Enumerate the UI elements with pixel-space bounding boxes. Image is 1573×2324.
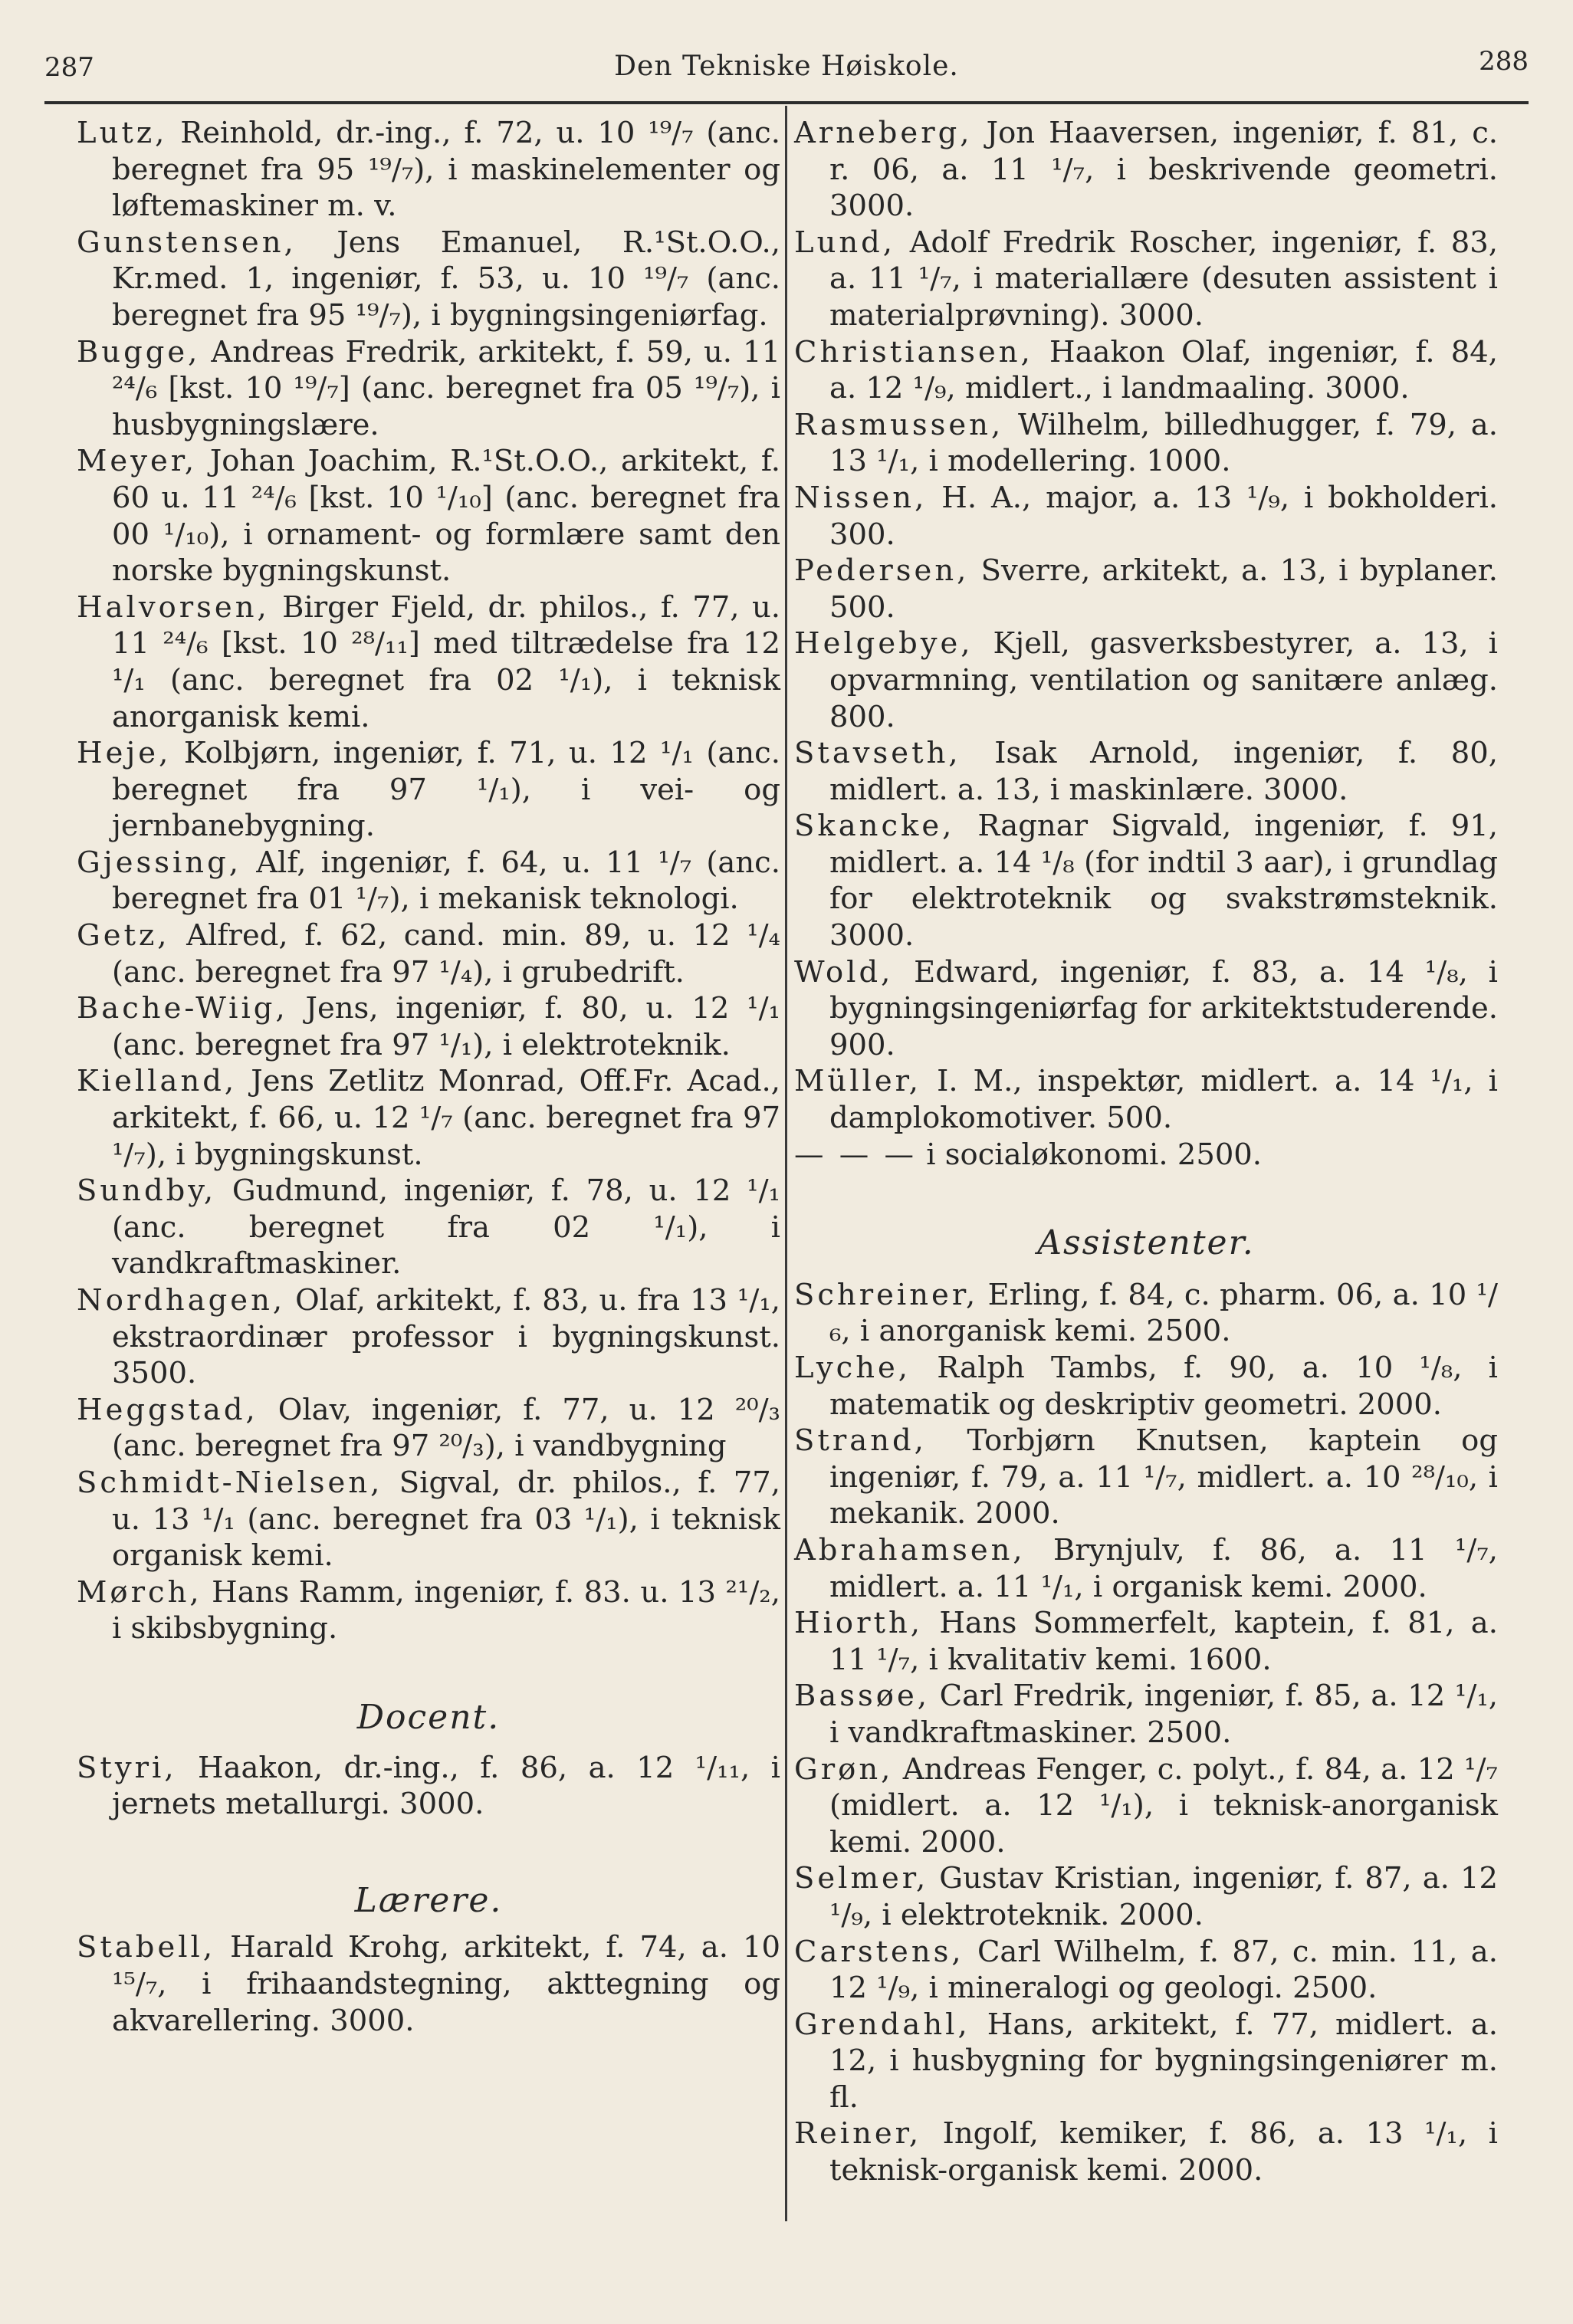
- staff-name: Müller,: [794, 1064, 922, 1099]
- staff-name: Gunstensen,: [77, 225, 297, 260]
- staff-name: Halvorsen,: [77, 589, 270, 625]
- staff-entry: [794, 625, 1498, 735]
- staff-details: Gudmund, ingeniør, f. 78, u. 12 ¹/₁ (anc. beregnet fra 02 ¹/₁), i vandkraftmaskiner.: [112, 1173, 780, 1282]
- staff-name: Nissen,: [794, 480, 928, 515]
- staff-entry: [77, 735, 780, 845]
- staff-details: Erling, f. 84, c. pharm. 06, a. 10 ¹/₆, i anorganisk kemi. 2500.: [829, 1277, 1498, 1349]
- staff-name: Sundby,: [77, 1173, 217, 1209]
- staff-details: Jon Haaversen, ingeniør, f. 81, c. r. 06, a. 11 ¹/₇, i beskrivende geometri. 3000.: [829, 116, 1498, 224]
- staff-name: Arneberg,: [794, 116, 973, 150]
- staff-details: Jens, ingeniør, f. 80, u. 12 ¹/₁ (anc. beregnet fra 97 ¹/₁), i elektroteknik.: [112, 991, 780, 1062]
- staff-entry: [794, 954, 1498, 1064]
- staff-name: — — —: [794, 1137, 917, 1172]
- staff-name: Hiorth,: [794, 1606, 923, 1641]
- staff-entry: [794, 334, 1498, 407]
- staff-entry: [794, 1605, 1498, 1678]
- staff-entry: [794, 2007, 1498, 2116]
- teacher-list: [794, 115, 1498, 1173]
- staff-entry: [794, 1934, 1498, 2007]
- header-rule: [44, 101, 1529, 104]
- staff-details: Reinhold, dr.-ing., f. 72, u. 10 ¹⁹/₇ (anc. beregnet fra 95 ¹⁹/₇), i maskinelementer og løftemaskiner m. v.: [112, 116, 780, 224]
- staff-entry: [794, 1137, 1498, 1173]
- staff-name: Helgebye,: [794, 626, 974, 661]
- staff-entry: [794, 1063, 1498, 1136]
- staff-entry: [77, 1282, 780, 1392]
- staff-name: Wold,: [794, 954, 894, 990]
- staff-entry: [794, 2116, 1498, 2188]
- staff-details: Alfred, f. 62, cand. min. 89, u. 12 ¹/₄ (anc. beregnet fra 97 ¹/₄), i grubedrift.: [112, 918, 780, 990]
- staff-entry: [77, 1173, 780, 1282]
- staff-name: Carstens,: [794, 1934, 964, 1969]
- staff-entry: [77, 115, 780, 225]
- staff-name: Skancke,: [794, 809, 955, 844]
- staff-details: Olav, ingeniør, f. 77, u. 12 ²⁰/₃ (anc. beregnet fra 97 ²⁰/₃), i vandbygning: [112, 1392, 780, 1464]
- right-column: [794, 115, 1498, 2189]
- staff-name: Reiner,: [794, 2116, 922, 2152]
- staff-details: Andreas Fenger, c. polyt., f. 84, a. 12 ¹/₇ (midlert. a. 12 ¹/₁), i teknisk-anorganisk kemi. 2000.: [829, 1751, 1498, 1860]
- staff-name: Lyche,: [794, 1351, 911, 1385]
- staff-details: Jens Zetlitz Monrad, Off.Fr. Acad., arkitekt, f. 66, u. 12 ¹/₇ (anc. beregnet fra 97 ¹/₇), i bygningskunst.: [112, 1064, 780, 1172]
- staff-entry: [794, 407, 1498, 480]
- staff-name: Bugge,: [77, 334, 201, 369]
- staff-name: Schreiner,: [794, 1277, 979, 1312]
- staff-name: Strand,: [794, 1423, 927, 1459]
- staff-details: i socialøkonomi. 2500.: [926, 1137, 1263, 1172]
- staff-entry: [77, 1465, 780, 1574]
- staff-entry: [794, 1678, 1498, 1751]
- staff-entry: [794, 553, 1498, 625]
- staff-name: Meyer,: [77, 444, 198, 479]
- staff-details: Sverre, arkitekt, a. 13, i byplaner. 500.: [829, 553, 1498, 625]
- staff-details: Ragnar Sigvald, ingeniør, f. 91, midlert. a. 14 ¹/₈ (for indtil 3 aar), i grundlag for elektroteknik og svakstrømsteknik. 3000.: [829, 809, 1498, 954]
- staff-entry: [77, 1392, 780, 1465]
- staff-entry: [77, 917, 780, 990]
- staff-entry: [77, 225, 780, 334]
- staff-entry: [77, 1063, 780, 1173]
- staff-entry: [794, 1860, 1498, 1933]
- staff-name: Stavseth,: [794, 736, 961, 771]
- staff-details: Ralph Tambs, f. 90, a. 10 ¹/₈, i matematik og deskriptiv geometri. 2000.: [829, 1351, 1498, 1422]
- staff-entry: [794, 1751, 1498, 1861]
- staff-details: Andreas Fredrik, arkitekt, f. 59, u. 11 ²⁴/₆ [kst. 10 ¹⁹/₇] (anc. beregnet fra 05 ¹⁹/₇), i husbygningslære.: [112, 334, 780, 442]
- staff-details: Olaf, arkitekt, f. 83, u. fra 13 ¹/₁, ekstraordinær professor i bygningskunst. 3500.: [112, 1283, 780, 1391]
- page-header: [44, 44, 1529, 98]
- staff-name: Getz,: [77, 918, 170, 954]
- staff-name: Nordhagen,: [77, 1283, 286, 1318]
- staff-details: Haakon Olaf, ingeniør, f. 84, a. 12 ¹/₉, midlert., i landmaaling. 3000.: [829, 334, 1498, 406]
- staff-details: Edward, ingeniør, f. 83, a. 14 ¹/₈, i bygningsingeniørfag for arkitektstuderende. 900.: [829, 954, 1498, 1062]
- staff-name: Grendahl,: [794, 2007, 970, 2042]
- section-heading-assistenter: Assistenter.: [1037, 1223, 1255, 1263]
- staff-entry: [794, 225, 1498, 334]
- staff-name: Bache-Wiig,: [77, 991, 288, 1026]
- staff-name: Gjessing,: [77, 845, 241, 880]
- staff-details: Haakon, dr.-ing., f. 86, a. 12 ¹/₁₁, i jernets metallurgi. 3000.: [112, 1750, 780, 1822]
- staff-entry: [77, 334, 780, 444]
- section-heading-laerere: Lærere.: [354, 1880, 503, 1920]
- docent-list: [77, 1750, 780, 1823]
- staff-details: Jens Emanuel, R.¹St.O.O., Kr.med. 1, ingeniør, f. 53, u. 10 ¹⁹/₇ (anc. beregnet fra 95 ¹⁹/₇), i bygningsingeniørfag.: [112, 225, 780, 333]
- staff-entry: [794, 1423, 1498, 1532]
- staff-entry: [794, 115, 1498, 225]
- left-column: [77, 115, 780, 2039]
- staff-entry: [794, 480, 1498, 553]
- staff-entry: [794, 735, 1498, 808]
- staff-entry: [77, 443, 780, 589]
- staff-details: Sigval, dr. philos., f. 77, u. 13 ¹/₁ (anc. beregnet fra 03 ¹/₁), i teknisk organisk kemi.: [112, 1465, 780, 1574]
- staff-details: Adolf Fredrik Roscher, ingeniør, f. 83, a. 11 ¹/₇, i materiallære (desuten assistent i materialprøvning). 3000.: [829, 225, 1498, 333]
- staff-details: Hans Ramm, ingeniør, f. 83. u. 13 ²¹/₂, i skibsbygning.: [112, 1574, 780, 1646]
- staff-entry: [77, 1929, 780, 2039]
- staff-entry: [77, 990, 780, 1063]
- staff-entry: [794, 1350, 1498, 1423]
- staff-name: Schmidt-Nielsen,: [77, 1465, 383, 1500]
- staff-entry: [794, 1277, 1498, 1350]
- staff-entry: [794, 808, 1498, 954]
- staff-name: Bassøe,: [794, 1679, 930, 1714]
- staff-entry: [77, 1574, 780, 1647]
- staff-details: Kjell, gasverksbestyrer, a. 13, i opvarmning, ventilation og sanitære anlæg. 800.: [829, 626, 1498, 734]
- staff-entry: [77, 845, 780, 917]
- staff-details: Hans, arkitekt, f. 77, midlert. a. 12, i husbygning for bygningsingeniører m. fl.: [829, 2007, 1499, 2115]
- assistent-list: [794, 1277, 1498, 2189]
- column-divider: [785, 106, 787, 2221]
- staff-name: Stabell,: [77, 1930, 216, 1965]
- staff-name: Kielland,: [77, 1064, 238, 1099]
- staff-details: Isak Arnold, ingeniør, f. 80, midlert. a. 13, i maskinlære. 3000.: [829, 736, 1498, 807]
- laerere-list: [77, 1929, 780, 2039]
- staff-details: H. A., major, a. 13 ¹/₉, i bokholderi. 300.: [829, 480, 1498, 552]
- staff-details: Johan Joachim, R.¹St.O.O., arkitekt, f. 60 u. 11 ²⁴/₆ [kst. 10 ¹/₁₀] (anc. beregnet fra 00 ¹/₁₀), i ornament- og formlære samt den norske bygningskunst.: [112, 444, 780, 589]
- staff-name: Abrahamsen,: [794, 1532, 1026, 1567]
- staff-details: Torbjørn Knutsen, kaptein og ingeniør, f. 79, a. 11 ¹/₇, midlert. a. 10 ²⁸/₁₀, i mekanik. 2000.: [829, 1423, 1498, 1531]
- staff-name: Selmer,: [794, 1861, 929, 1896]
- staff-name: Styri,: [77, 1750, 177, 1785]
- staff-details: Carl Wilhelm, f. 87, c. min. 11, a. 12 ¹/₉, i mineralogi og geologi. 2500.: [829, 1934, 1498, 2006]
- staff-details: Harald Krohg, arkitekt, f. 74, a. 10 ¹⁵/₇, i frihaandstegning, akttegning og akvarellering. 3000.: [112, 1930, 780, 2038]
- staff-name: Mørch,: [77, 1574, 202, 1610]
- professor-list: [77, 115, 780, 1647]
- staff-details: I. M., inspektør, midlert. a. 14 ¹/₁, i damplokomotiver. 500.: [829, 1064, 1498, 1136]
- section-heading-docent: Docent.: [356, 1697, 501, 1737]
- staff-name: Christiansen,: [794, 334, 1033, 369]
- staff-details: Hans Sommerfelt, kaptein, f. 81, a. 11 ¹/₇, i kvalitativ kemi. 1600.: [829, 1606, 1498, 1677]
- staff-details: Brynjulv, f. 86, a. 11 ¹/₇, midlert. a. 11 ¹/₁, i organisk kemi. 2000.: [829, 1532, 1498, 1604]
- staff-entry: [794, 1532, 1498, 1605]
- staff-entry: [77, 589, 780, 735]
- staff-details: Alf, ingeniør, f. 64, u. 11 ¹/₇ (anc. beregnet fra 01 ¹/₇), i mekanisk teknologi.: [112, 845, 780, 917]
- staff-details: Birger Fjeld, dr. philos., f. 77, u. 11 ²⁴/₆ [kst. 10 ²⁸/₁₁] med tiltrædelse fra 12 ¹/₁ (anc. beregnet fra 02 ¹/₁), i teknisk anorganisk kemi.: [112, 589, 780, 734]
- staff-name: Pedersen,: [794, 553, 970, 589]
- staff-name: Lutz,: [77, 116, 168, 150]
- running-title: Den Tekniske Høiskole.: [614, 51, 959, 82]
- staff-details: Ingolf, kemiker, f. 86, a. 13 ¹/₁, i teknisk-organisk kemi. 2000.: [829, 2116, 1498, 2188]
- staff-name: Heje,: [77, 736, 172, 771]
- staff-name: Grøn,: [794, 1751, 894, 1787]
- staff-details: Gustav Kristian, ingeniør, f. 87, a. 12 ¹/₉, i elektroteknik. 2000.: [829, 1861, 1498, 1932]
- page-number-right: 288: [1479, 46, 1529, 77]
- staff-details: Kolbjørn, ingeniør, f. 71, u. 12 ¹/₁ (anc. beregnet fra 97 ¹/₁), i vei- og jernbanebygning.: [112, 736, 780, 844]
- staff-details: Wilhelm, billedhugger, f. 79, a. 13 ¹/₁, i modellering. 1000.: [829, 407, 1498, 479]
- page-number-left: 287: [44, 52, 94, 83]
- staff-name: Lund,: [794, 225, 896, 260]
- staff-entry: [77, 1750, 780, 1823]
- staff-name: Heggstad,: [77, 1392, 258, 1427]
- staff-name: Rasmussen,: [794, 407, 1004, 442]
- staff-details: Carl Fredrik, ingeniør, f. 85, a. 12 ¹/₁, i vandkraftmaskiner. 2500.: [829, 1679, 1498, 1750]
